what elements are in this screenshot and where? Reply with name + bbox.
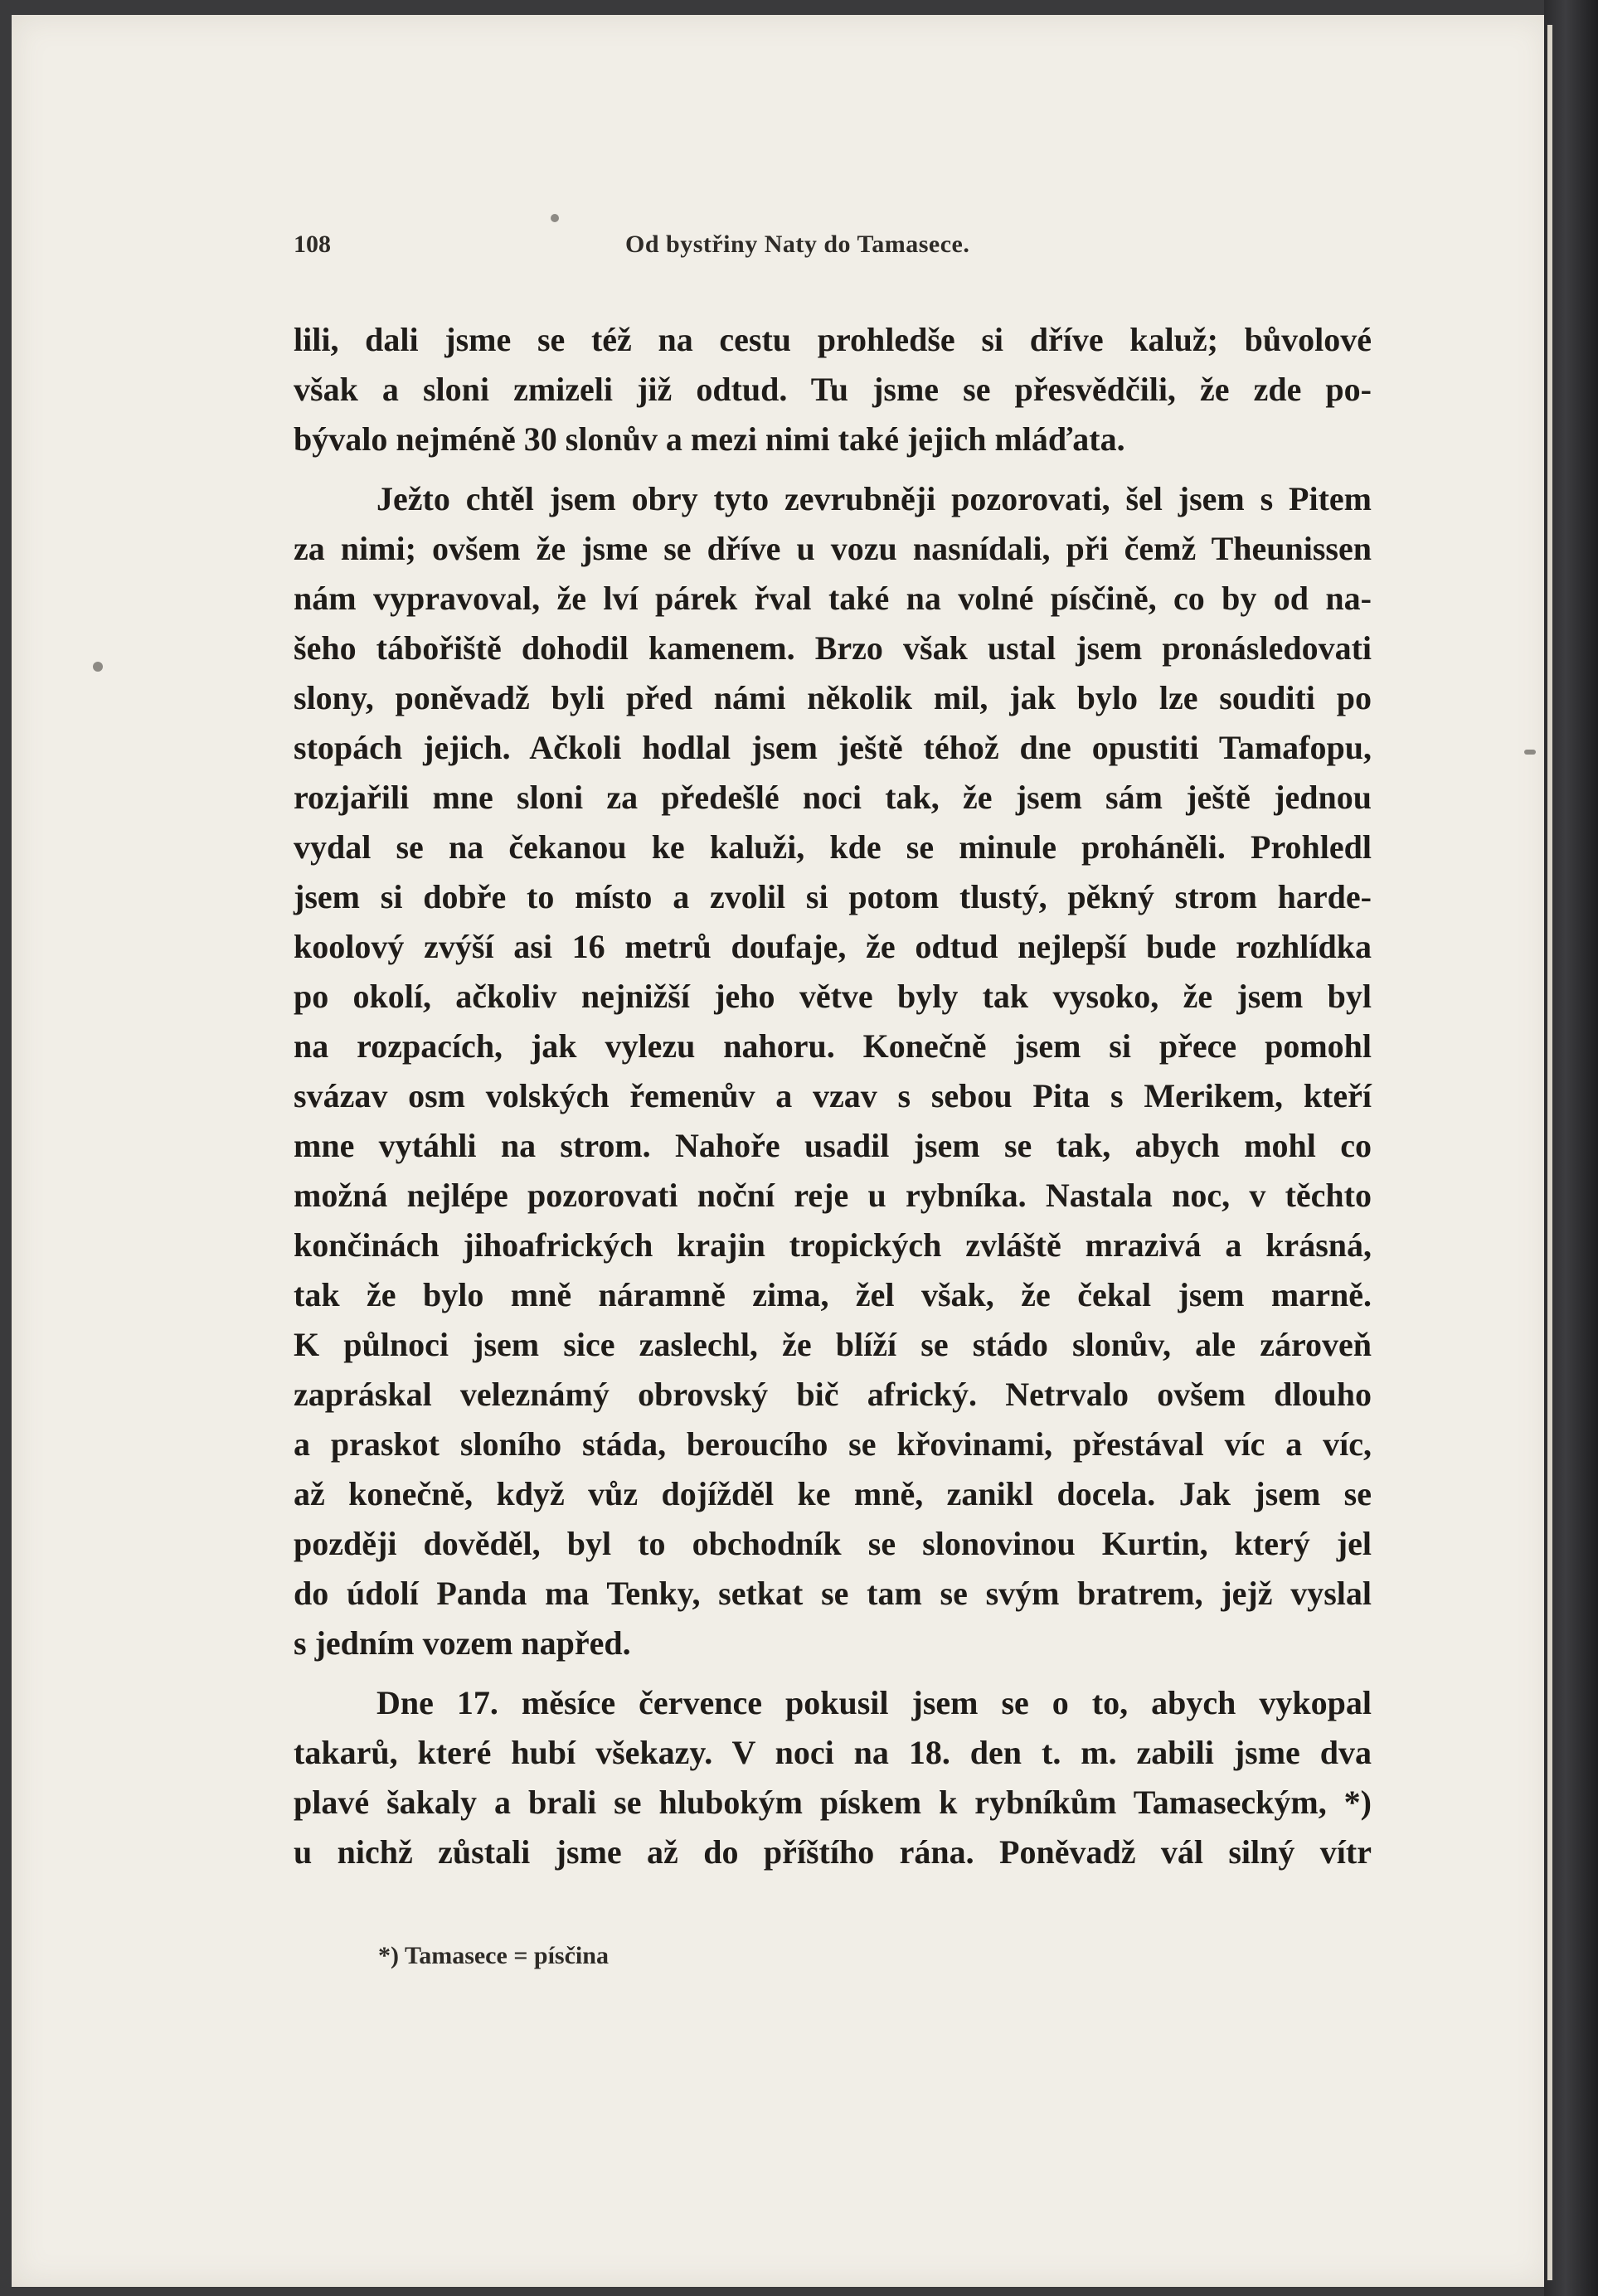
text-line: a praskot sloního stáda, beroucího se křovinami, přestával víc a víc, <box>294 1425 1372 1463</box>
paragraph <box>294 474 1372 1668</box>
text-line: po okolí, ačkoliv nejnižší jeho větve byly tak vysoko, že jsem byl <box>294 978 1372 1015</box>
text-line: stopách jejich. Ačkoli hodlal jsem ještě téhož dne opustiti Tamafopu, <box>294 729 1372 766</box>
text-line: svázav osm volských řemenův a vzav s sebou Pita s Merikem, kteří <box>294 1077 1372 1114</box>
paragraph-gap <box>294 1668 1372 1678</box>
paragraph-gap <box>294 464 1372 474</box>
text-line: lili, dali jsme se též na cestu prohledše si dříve kaluž; bůvolové <box>294 321 1372 358</box>
text-line: nám vypravoval, že lví párek řval také na volné písčině, co by od na- <box>294 580 1372 617</box>
text-line: Ježto chtěl jsem obry tyto zevrubněji pozorovati, šel jsem s Pitem <box>376 480 1372 517</box>
paragraph <box>294 1678 1372 1877</box>
text-line: však a sloni zmizeli již odtud. Tu jsme se přesvědčili, že zde po- <box>294 371 1372 408</box>
text-line: Dne 17. měsíce července pokusil jsem se o to, abych vykopal <box>376 1684 1372 1721</box>
text-line: plavé šakaly a brali se hlubokým pískem k rybníkům Tamaseckým, *) <box>294 1784 1372 1821</box>
paper-speck <box>1524 750 1536 755</box>
paragraph <box>294 315 1372 464</box>
text-line: vydal se na čekanou ke kaluži, kde se minule proháněli. Prohledl <box>294 828 1372 866</box>
page-edge <box>1547 25 1552 2280</box>
text-line: možná nejlépe pozorovati noční reje u rybníka. Nastala noc, v těchto <box>294 1177 1372 1214</box>
text-line: bývalo nejméně 30 slonův a mezi nimi také jejich mláďata. <box>294 420 1125 458</box>
text-line: později dověděl, byl to obchodník se slonovinou Kurtin, který jel <box>294 1525 1372 1562</box>
text-line: mne vytáhli na strom. Nahoře usadil jsem se tak, abych mohl co <box>294 1127 1372 1164</box>
text-line: zapráskal veleznámý obrovský bič africký. Netrvalo ovšem dlouho <box>294 1376 1372 1413</box>
running-title: Od bystřiny Naty do Tamasece. <box>625 231 970 258</box>
text-line: s jedním vozem napřed. <box>294 1624 631 1662</box>
text-line: K půlnoci jsem sice zaslechl, že blíží se stádo slonův, ale zároveň <box>294 1326 1372 1363</box>
text-line: koolový zvýší asi 16 metrů doufaje, že odtud nejlepší bude rozhlídka <box>294 928 1372 965</box>
running-head <box>294 231 1372 264</box>
text-line: u nichž zůstali jsme až do příštího rána. Poněvadž vál silný vítr <box>294 1833 1372 1871</box>
text-line: až konečně, když vůz dojížděl ke mně, zanikl docela. Jak jsem se <box>294 1475 1372 1512</box>
text-line: takarů, které hubí všekazy. V noci na 18. den t. m. zabili jsme dva <box>294 1734 1372 1771</box>
text-line: jsem si dobře to místo a zvolil si potom tlustý, pěkný strom harde- <box>294 878 1372 915</box>
body-text <box>294 315 1372 1877</box>
text-line: do údolí Panda ma Tenky, setkat se tam se svým bratrem, jejž vyslal <box>294 1575 1372 1612</box>
text-line: za nimi; ovšem že jsme se dříve u vozu nasnídali, při čemž Theunissen <box>294 530 1372 567</box>
text-line: rozjařili mne sloni za předešlé noci tak, že jsem sám ještě jednou <box>294 779 1372 816</box>
text-line: šeho tábořiště dohodil kamenem. Brzo však ustal jsem pronásledovati <box>294 629 1372 667</box>
text-line: tak že bylo mně náramně zima, žel však, že čekal jsem marně. <box>294 1276 1372 1313</box>
paper-speck <box>551 214 559 222</box>
text-line: končinách jihoafrických krajin tropických zvláště mrazivá a krásná, <box>294 1226 1372 1264</box>
footnote: *) Tamasece = písčina <box>378 1942 609 1969</box>
paper-speck <box>93 662 103 672</box>
text-line: na rozpacích, jak vylezu nahoru. Konečně jsem si přece pomohl <box>294 1027 1372 1065</box>
page-number: 108 <box>294 231 331 258</box>
text-line: slony, poněvadž byli před námi několik mil, jak bylo lze souditi po <box>294 679 1372 716</box>
